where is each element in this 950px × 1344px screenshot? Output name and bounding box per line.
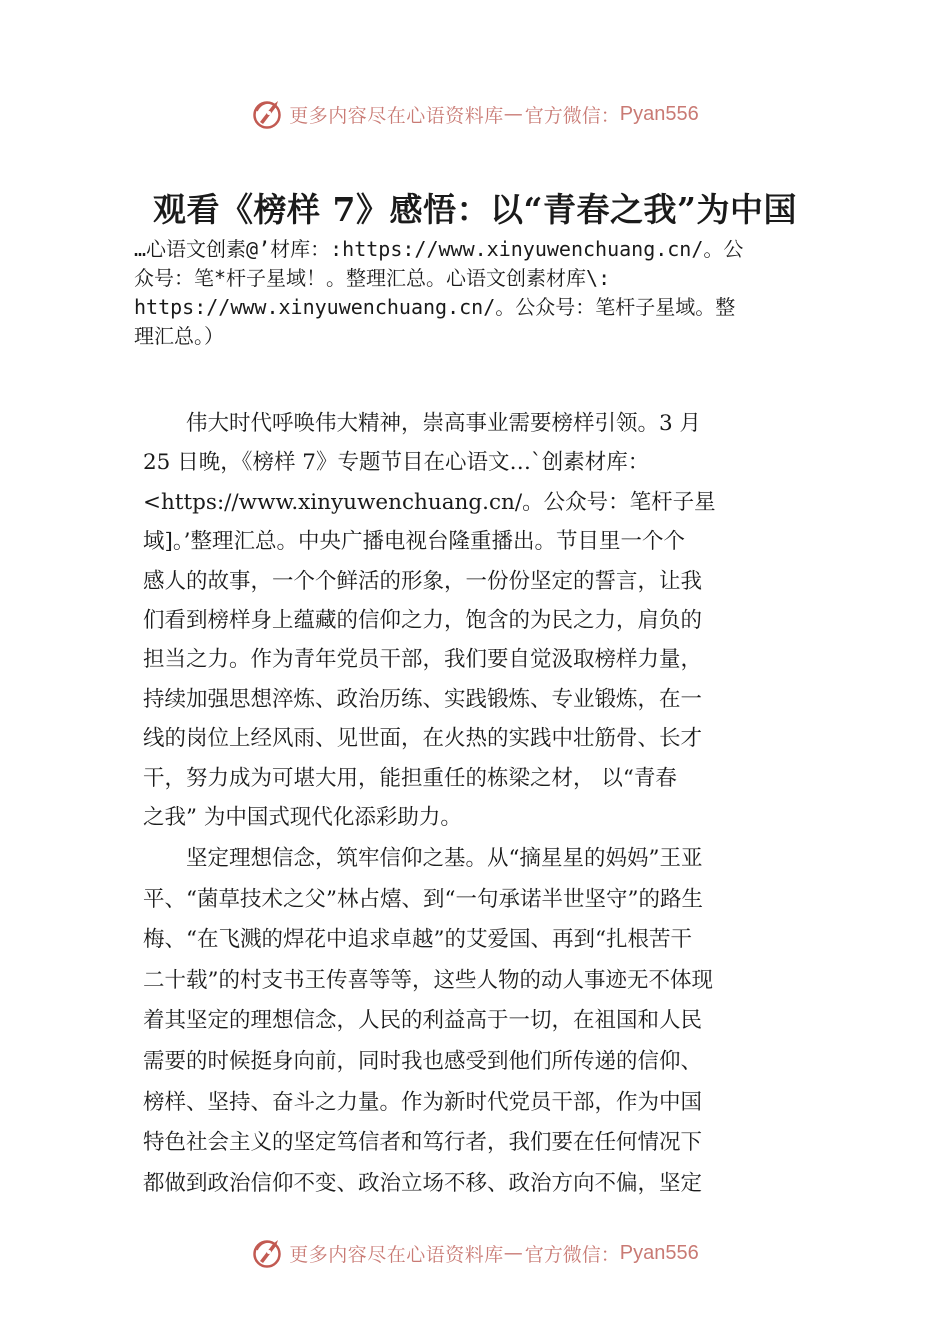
paragraph-line: 们看到榜样身上蕴藏的信仰之力，饱含的为民之力，肩负的	[143, 607, 703, 633]
note-line: 理汇总。）	[134, 324, 224, 348]
source-note	[134, 235, 844, 351]
paragraph-line: 线的岗位上经风雨、见世面，在火热的实践中壮筋骨、长才	[143, 726, 703, 752]
header-banner	[0, 94, 950, 134]
paragraph-line: 域]。’整理汇总。中央广播电视台隆重播出。节目里一个个	[143, 529, 685, 555]
pen-nib-logo-icon	[251, 1236, 285, 1270]
banner-text: 更多内容尽在心语资料库	[289, 1243, 504, 1266]
paragraph-line: 担当之力。作为青年党员干部，我们要自觉汲取榜样力量，	[143, 647, 703, 673]
note-line: https://www.xinyuwenchuang.cn/。公众号：笔杆子星域。整	[134, 295, 736, 319]
paragraph-line: 25 日晚，《榜样 7》专题节目在心语文…`创素材库：	[143, 450, 650, 476]
banner-wechat-label: 官方微信：	[524, 1243, 620, 1266]
paragraph-line: <https://www.xinyuwenchuang.cn/。公众号：笔杆子星	[143, 489, 716, 515]
paragraph-line: 持续加强思想淬炼、政治历练、实践锻炼、专业锻炼，在一	[143, 686, 703, 712]
paragraph-line: 伟大时代呼唤伟大精神，崇高事业需要榜样引领。3 月	[143, 411, 702, 436]
paragraph-line: 特色社会主义的坚定笃信者和笃行者，我们要在任何情况下	[143, 1130, 703, 1156]
paragraph-line: 干，努力成为可堪大用，能担重任的栋梁之材， 以“青春	[143, 765, 677, 791]
banner-wechat-label: 官方微信：	[524, 104, 620, 127]
paragraph-line: 梅、“在飞溅的焊花中追求卓越”的艾爱国、再到“扎根苦干	[143, 927, 692, 953]
paragraph-line: 着其坚定的理想信念，人民的利益高于一切，在祖国和人民	[143, 1008, 703, 1034]
paragraph-2	[143, 839, 823, 1204]
paragraph-line: 都做到政治信仰不变、政治立场不移、政治方向不偏，坚定	[143, 1170, 703, 1196]
banner-dash: —	[503, 1242, 523, 1264]
footer-banner	[0, 1233, 950, 1273]
note-line: 众号：笔*杆子星域！。整理汇总。心语文创素材库\:	[134, 266, 611, 290]
paragraph-line: 感人的故事，一个个鲜活的形象，一份份坚定的誓言，让我	[143, 568, 703, 594]
pen-nib-logo-icon	[251, 97, 285, 131]
paragraph-line: 平、“菌草技术之父”林占熺、到“一句承诺半世坚守”的路生	[143, 886, 703, 912]
banner-dash: —	[503, 103, 523, 125]
banner-wechat-id: Pyan556	[619, 1241, 699, 1264]
banner-wechat-id: Pyan556	[619, 102, 699, 125]
paragraph-1	[143, 404, 823, 837]
paragraph-line: 榜样、坚持、奋斗之力量。作为新时代党员干部，作为中国	[143, 1089, 703, 1115]
note-line: …心语文创素@’材库：:https://www.xinyuwenchuang.cn/。公	[134, 237, 744, 261]
paragraph-line: 之我” 为中国式现代化添彩助力。	[143, 804, 462, 830]
paragraph-line: 需要的时候挺身向前，同时我也感受到他们所传递的信仰、	[143, 1048, 703, 1074]
paragraph-line: 坚定理想信念，筑牢信仰之基。从“摘星星的妈妈”王亚	[143, 846, 703, 871]
document-title: 观看《榜样 7》感悟：以“青春之我”为中国	[153, 190, 797, 229]
banner-text: 更多内容尽在心语资料库	[289, 104, 504, 127]
paragraph-line: 二十载”的村支书王传喜等等，这些人物的动人事迹无不体现	[143, 967, 713, 993]
